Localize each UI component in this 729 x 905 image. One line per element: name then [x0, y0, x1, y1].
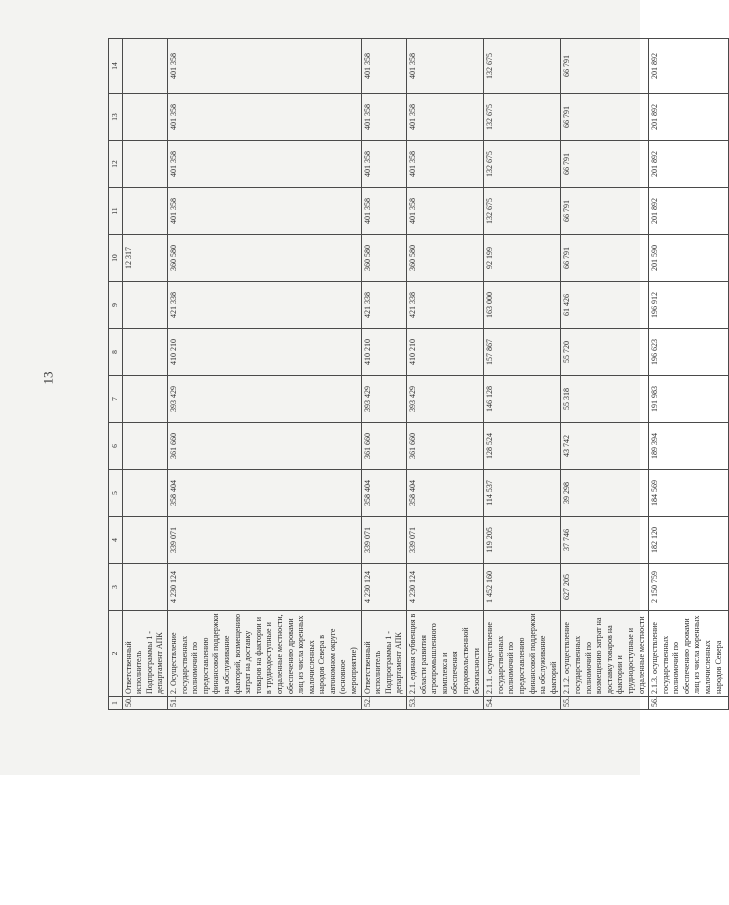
- header-cell: 10: [109, 235, 123, 282]
- cell-c4: 339 071: [167, 517, 361, 564]
- header-cell: 7: [109, 376, 123, 423]
- header-cell: 2: [109, 611, 123, 697]
- header-cell: 14: [109, 39, 123, 94]
- row-description: 2.1.1. осуществление государственных полномочий по предоставлению финансовой поддержки на обслуживание факторий: [484, 611, 561, 697]
- row-number: 54.: [484, 697, 561, 710]
- cell-c5: 358 404: [361, 470, 406, 517]
- cell-c5: [122, 470, 167, 517]
- header-cell: 13: [109, 94, 123, 141]
- header-cell: 9: [109, 282, 123, 329]
- cell-c7: 393 429: [167, 376, 361, 423]
- cell-c7: [122, 376, 167, 423]
- cell-c9: 421 338: [361, 282, 406, 329]
- cell-c8: 55 720: [561, 329, 649, 376]
- cell-c8: 196 623: [649, 329, 729, 376]
- cell-c12: 66 791: [561, 141, 649, 188]
- cell-c8: 157 867: [484, 329, 561, 376]
- cell-c7: 191 983: [649, 376, 729, 423]
- header-cell: 1: [109, 697, 123, 710]
- cell-c10: 12 317: [122, 235, 167, 282]
- row-number: 51.: [167, 697, 361, 710]
- page-number: 13: [40, 371, 56, 385]
- cell-c12: 401 358: [167, 141, 361, 188]
- cell-c9: [122, 282, 167, 329]
- cell-c7: 393 429: [361, 376, 406, 423]
- cell-c11: 401 358: [361, 188, 406, 235]
- cell-c12: 132 675: [484, 141, 561, 188]
- cell-c9: 421 338: [167, 282, 361, 329]
- cell-c13: 66 791: [561, 94, 649, 141]
- row-description: 2.1.2. осуществление государственных полномочий по возмещению затрат на доставку товаров на фактории и труднодоступные и отдаленные местности: [561, 611, 649, 697]
- row-number: 52.: [361, 697, 406, 710]
- cell-c13: 132 675: [484, 94, 561, 141]
- table-row: [649, 39, 729, 710]
- header-cell: 5: [109, 470, 123, 517]
- cell-c3: 627 205: [561, 564, 649, 611]
- row-description: 2.1. единая субвенция в области развития агропромышленного комплекса и обеспечения продовольственной безопасности: [407, 611, 484, 697]
- cell-c3: 1 452 160: [484, 564, 561, 611]
- rotated-table-wrapper: [108, 40, 723, 710]
- cell-c12: 401 358: [407, 141, 484, 188]
- header-cell: 12: [109, 141, 123, 188]
- cell-c10: 92 199: [484, 235, 561, 282]
- cell-c14: 201 892: [649, 39, 729, 94]
- cell-c5: 39 298: [561, 470, 649, 517]
- cell-c6: 361 660: [167, 423, 361, 470]
- blank-margin: [0, 775, 640, 905]
- cell-c14: 401 358: [361, 39, 406, 94]
- header-cell: 6: [109, 423, 123, 470]
- cell-c4: 37 746: [561, 517, 649, 564]
- cell-c5: 184 569: [649, 470, 729, 517]
- cell-c14: 401 358: [407, 39, 484, 94]
- cell-c13: 401 358: [407, 94, 484, 141]
- cell-c7: 146 128: [484, 376, 561, 423]
- row-number: 56.: [649, 697, 729, 710]
- cell-c14: [122, 39, 167, 94]
- cell-c10: 360 580: [407, 235, 484, 282]
- cell-c9: 61 426: [561, 282, 649, 329]
- cell-c6: 189 394: [649, 423, 729, 470]
- cell-c6: 361 660: [407, 423, 484, 470]
- cell-c5: 114 537: [484, 470, 561, 517]
- cell-c12: 401 358: [361, 141, 406, 188]
- cell-c5: 358 404: [407, 470, 484, 517]
- table-row: [561, 39, 649, 710]
- row-number: 53.: [407, 697, 484, 710]
- cell-c6: 361 660: [361, 423, 406, 470]
- table-row: [361, 39, 406, 710]
- row-number: 50.: [122, 697, 167, 710]
- header-cell: 4: [109, 517, 123, 564]
- header-cell: 3: [109, 564, 123, 611]
- cell-c6: [122, 423, 167, 470]
- cell-c7: 55 318: [561, 376, 649, 423]
- cell-c9: 196 912: [649, 282, 729, 329]
- cell-c3: 4 230 124: [167, 564, 361, 611]
- row-description: Ответственный исполнитель Подпрограммы 1 - департамент АПК: [361, 611, 406, 697]
- cell-c4: 339 071: [361, 517, 406, 564]
- cell-c11: 401 358: [167, 188, 361, 235]
- table-row: [407, 39, 484, 710]
- header-cell: 11: [109, 188, 123, 235]
- row-description: 2.1.3. осуществление государственных полномочий по обеспечению дровами лиц из числа коренных малочисленных народов Севера: [649, 611, 729, 697]
- cell-c9: 163 000: [484, 282, 561, 329]
- cell-c3: 4 230 124: [407, 564, 484, 611]
- cell-c6: 43 742: [561, 423, 649, 470]
- cell-c11: 66 791: [561, 188, 649, 235]
- cell-c11: 201 892: [649, 188, 729, 235]
- cell-c14: 401 358: [167, 39, 361, 94]
- cell-c4: [122, 517, 167, 564]
- cell-c3: 4 230 124: [361, 564, 406, 611]
- cell-c12: [122, 141, 167, 188]
- cell-c10: 360 580: [361, 235, 406, 282]
- cell-c11: 401 358: [407, 188, 484, 235]
- cell-c3: 2 150 759: [649, 564, 729, 611]
- cell-c8: 410 210: [407, 329, 484, 376]
- cell-c10: 360 580: [167, 235, 361, 282]
- cell-c14: 132 675: [484, 39, 561, 94]
- cell-c3: [122, 564, 167, 611]
- cell-c12: 201 892: [649, 141, 729, 188]
- cell-c14: 66 791: [561, 39, 649, 94]
- table-row: [484, 39, 561, 710]
- cell-c11: [122, 188, 167, 235]
- cell-c13: 401 358: [167, 94, 361, 141]
- cell-c7: 393 429: [407, 376, 484, 423]
- row-description: Ответственный исполнитель Подпрограммы 1 - департамент АПК: [122, 611, 167, 697]
- cell-c10: 201 590: [649, 235, 729, 282]
- row-number: 55.: [561, 697, 649, 710]
- cell-c8: 410 210: [361, 329, 406, 376]
- cell-c13: [122, 94, 167, 141]
- cell-c13: 401 358: [361, 94, 406, 141]
- table-row: [167, 39, 361, 710]
- cell-c5: 358 404: [167, 470, 361, 517]
- header-cell: 8: [109, 329, 123, 376]
- cell-c8: 410 210: [167, 329, 361, 376]
- cell-c4: 182 120: [649, 517, 729, 564]
- budget-table: [108, 38, 729, 710]
- cell-c8: [122, 329, 167, 376]
- header-row: [109, 39, 123, 710]
- table-row: [122, 39, 167, 710]
- cell-c9: 421 338: [407, 282, 484, 329]
- cell-c10: 66 791: [561, 235, 649, 282]
- cell-c4: 339 071: [407, 517, 484, 564]
- cell-c4: 119 205: [484, 517, 561, 564]
- row-description: 2. Осуществление государственных полномочий по предоставлению финансовой поддержки на обслуживание факторий, возмещению затрат на доставку товаров на фактории и в труднодоступные и отдаленные местности, обеспечению дровами лиц из числа коренных малочисленных народов Севера в автономном округе (основное мероприятие): [167, 611, 361, 697]
- cell-c13: 201 892: [649, 94, 729, 141]
- cell-c11: 132 675: [484, 188, 561, 235]
- cell-c6: 128 524: [484, 423, 561, 470]
